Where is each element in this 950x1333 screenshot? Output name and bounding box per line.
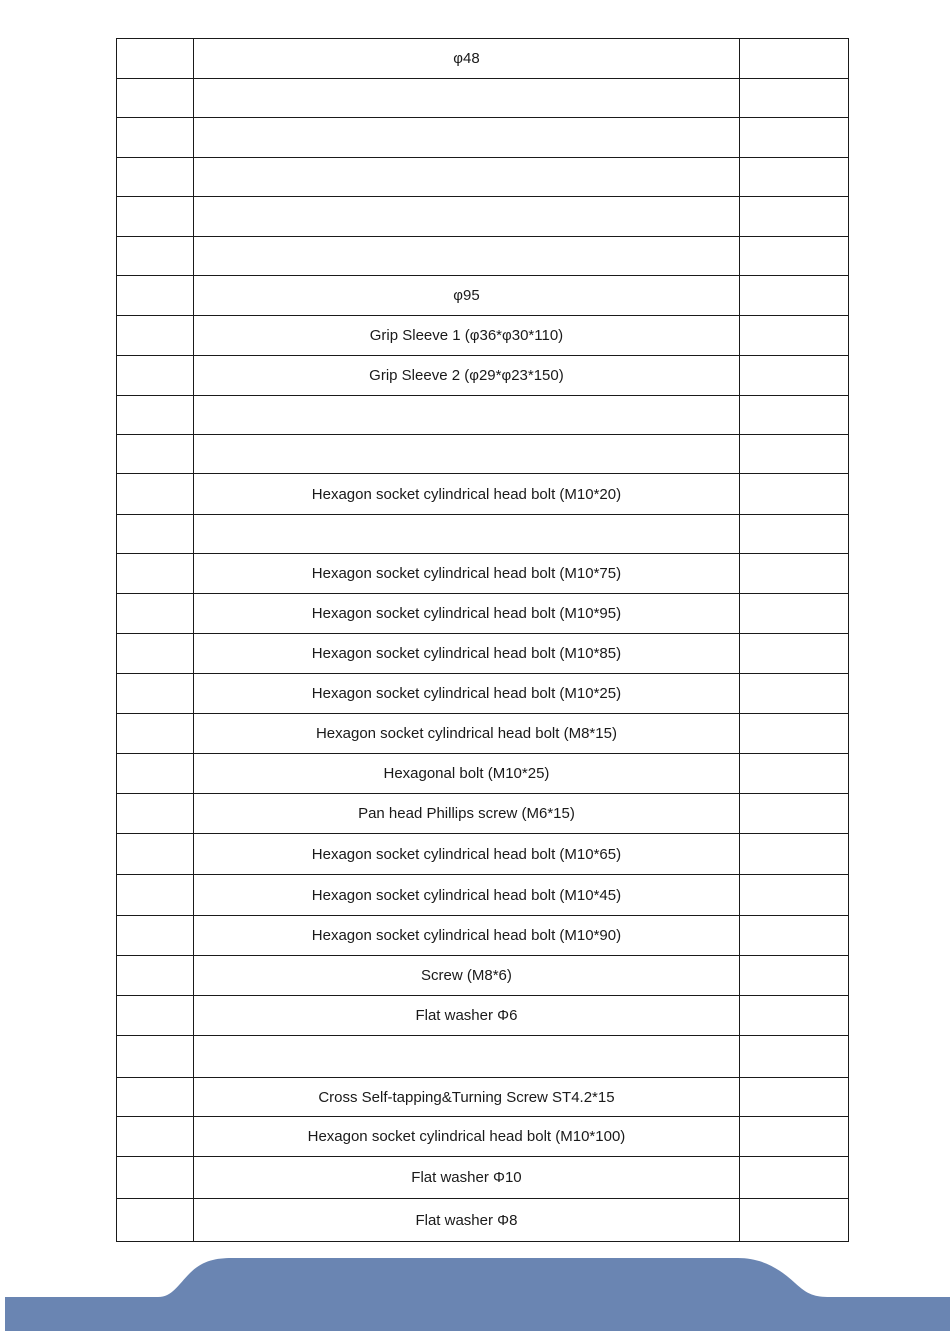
part-name-cell: Flat washer Φ10 bbox=[194, 1157, 740, 1199]
part-number-cell bbox=[117, 754, 194, 794]
part-name-cell: Hexagon socket cylindrical head bolt (M10*75) bbox=[194, 554, 740, 594]
part-name-cell: Flat washer Φ8 bbox=[194, 1199, 740, 1242]
part-number-cell bbox=[117, 875, 194, 916]
part-number-cell bbox=[117, 554, 194, 594]
table-row bbox=[117, 674, 849, 714]
table-row bbox=[117, 276, 849, 316]
quantity-cell bbox=[739, 634, 848, 674]
part-number-cell bbox=[117, 594, 194, 634]
part-number-cell bbox=[117, 996, 194, 1036]
part-name-cell: Pan head Phillips screw (M6*15) bbox=[194, 794, 740, 834]
footer-band bbox=[0, 1255, 950, 1333]
quantity-cell bbox=[739, 554, 848, 594]
quantity-cell bbox=[739, 237, 848, 276]
table-row bbox=[117, 996, 849, 1036]
quantity-cell bbox=[739, 1036, 848, 1078]
table-row bbox=[117, 1036, 849, 1078]
quantity-cell bbox=[739, 39, 848, 79]
quantity-cell bbox=[739, 1078, 848, 1117]
part-name-cell: Hexagonal bolt (M10*25) bbox=[194, 754, 740, 794]
quantity-cell bbox=[739, 435, 848, 474]
table-row bbox=[117, 39, 849, 79]
quantity-cell bbox=[739, 834, 848, 875]
part-number-cell bbox=[117, 634, 194, 674]
part-name-cell: Hexagon socket cylindrical head bolt (M10*65) bbox=[194, 834, 740, 875]
quantity-cell bbox=[739, 794, 848, 834]
table-row bbox=[117, 714, 849, 754]
table-row bbox=[117, 634, 849, 674]
table-row bbox=[117, 594, 849, 634]
part-number-cell bbox=[117, 1117, 194, 1157]
quantity-cell bbox=[739, 158, 848, 197]
parts-list-body bbox=[117, 39, 849, 1242]
table-row bbox=[117, 1117, 849, 1157]
part-number-cell bbox=[117, 956, 194, 996]
part-name-cell: Screw (M8*6) bbox=[194, 956, 740, 996]
table-row bbox=[117, 956, 849, 996]
part-name-cell bbox=[194, 158, 740, 197]
quantity-cell bbox=[739, 396, 848, 435]
part-name-cell: Hexagon socket cylindrical head bolt (M10*95) bbox=[194, 594, 740, 634]
part-number-cell bbox=[117, 1199, 194, 1242]
table-row bbox=[117, 875, 849, 916]
table-row bbox=[117, 237, 849, 276]
table-row bbox=[117, 316, 849, 356]
part-name-cell bbox=[194, 435, 740, 474]
quantity-cell bbox=[739, 714, 848, 754]
part-name-cell: Hexagon socket cylindrical head bolt (M10*20) bbox=[194, 474, 740, 515]
footer-band-shape bbox=[5, 1258, 950, 1331]
part-name-cell: φ95 bbox=[194, 276, 740, 316]
parts-list-table bbox=[116, 38, 849, 1242]
table-row bbox=[117, 515, 849, 554]
part-number-cell bbox=[117, 158, 194, 197]
quantity-cell bbox=[739, 1117, 848, 1157]
part-name-cell: Hexagon socket cylindrical head bolt (M8*15) bbox=[194, 714, 740, 754]
quantity-cell bbox=[739, 474, 848, 515]
part-number-cell bbox=[117, 714, 194, 754]
part-name-cell: Cross Self-tapping&Turning Screw ST4.2*15 bbox=[194, 1078, 740, 1117]
part-number-cell bbox=[117, 197, 194, 237]
part-name-cell: Hexagon socket cylindrical head bolt (M10*25) bbox=[194, 674, 740, 714]
quantity-cell bbox=[739, 118, 848, 158]
part-number-cell bbox=[117, 237, 194, 276]
part-number-cell bbox=[117, 118, 194, 158]
table-row bbox=[117, 794, 849, 834]
part-number-cell bbox=[117, 316, 194, 356]
part-number-cell bbox=[117, 79, 194, 118]
quantity-cell bbox=[739, 1199, 848, 1242]
quantity-cell bbox=[739, 754, 848, 794]
table-row bbox=[117, 554, 849, 594]
table-row bbox=[117, 356, 849, 396]
quantity-cell bbox=[739, 1157, 848, 1199]
quantity-cell bbox=[739, 996, 848, 1036]
table-row bbox=[117, 834, 849, 875]
table-row bbox=[117, 1199, 849, 1242]
part-name-cell bbox=[194, 396, 740, 435]
quantity-cell bbox=[739, 197, 848, 237]
table-row bbox=[117, 197, 849, 237]
quantity-cell bbox=[739, 356, 848, 396]
part-number-cell bbox=[117, 1036, 194, 1078]
quantity-cell bbox=[739, 875, 848, 916]
quantity-cell bbox=[739, 594, 848, 634]
part-number-cell bbox=[117, 515, 194, 554]
part-number-cell bbox=[117, 39, 194, 79]
part-name-cell bbox=[194, 1036, 740, 1078]
part-number-cell bbox=[117, 834, 194, 875]
part-name-cell bbox=[194, 515, 740, 554]
quantity-cell bbox=[739, 674, 848, 714]
quantity-cell bbox=[739, 79, 848, 118]
part-name-cell: Hexagon socket cylindrical head bolt (M10*85) bbox=[194, 634, 740, 674]
part-number-cell bbox=[117, 276, 194, 316]
table-row bbox=[117, 158, 849, 197]
part-name-cell bbox=[194, 79, 740, 118]
table-row bbox=[117, 1157, 849, 1199]
part-number-cell bbox=[117, 916, 194, 956]
part-name-cell: Hexagon socket cylindrical head bolt (M10*45) bbox=[194, 875, 740, 916]
table-row bbox=[117, 1078, 849, 1117]
part-name-cell bbox=[194, 237, 740, 276]
part-number-cell bbox=[117, 674, 194, 714]
quantity-cell bbox=[739, 956, 848, 996]
quantity-cell bbox=[739, 276, 848, 316]
part-number-cell bbox=[117, 435, 194, 474]
table-row bbox=[117, 118, 849, 158]
part-number-cell bbox=[117, 1157, 194, 1199]
part-number-cell bbox=[117, 1078, 194, 1117]
quantity-cell bbox=[739, 515, 848, 554]
table-row bbox=[117, 396, 849, 435]
table-row bbox=[117, 474, 849, 515]
part-number-cell bbox=[117, 794, 194, 834]
part-number-cell bbox=[117, 474, 194, 515]
part-name-cell: Grip Sleeve 1 (φ36*φ30*110) bbox=[194, 316, 740, 356]
part-name-cell: Hexagon socket cylindrical head bolt (M10*90) bbox=[194, 916, 740, 956]
part-name-cell: φ48 bbox=[194, 39, 740, 79]
part-name-cell: Grip Sleeve 2 (φ29*φ23*150) bbox=[194, 356, 740, 396]
part-name-cell bbox=[194, 197, 740, 237]
quantity-cell bbox=[739, 316, 848, 356]
part-number-cell bbox=[117, 356, 194, 396]
part-number-cell bbox=[117, 396, 194, 435]
table-row bbox=[117, 754, 849, 794]
quantity-cell bbox=[739, 916, 848, 956]
table-row bbox=[117, 435, 849, 474]
part-name-cell: Flat washer Φ6 bbox=[194, 996, 740, 1036]
table-row bbox=[117, 916, 849, 956]
table-row bbox=[117, 79, 849, 118]
part-name-cell bbox=[194, 118, 740, 158]
part-name-cell: Hexagon socket cylindrical head bolt (M10*100) bbox=[194, 1117, 740, 1157]
